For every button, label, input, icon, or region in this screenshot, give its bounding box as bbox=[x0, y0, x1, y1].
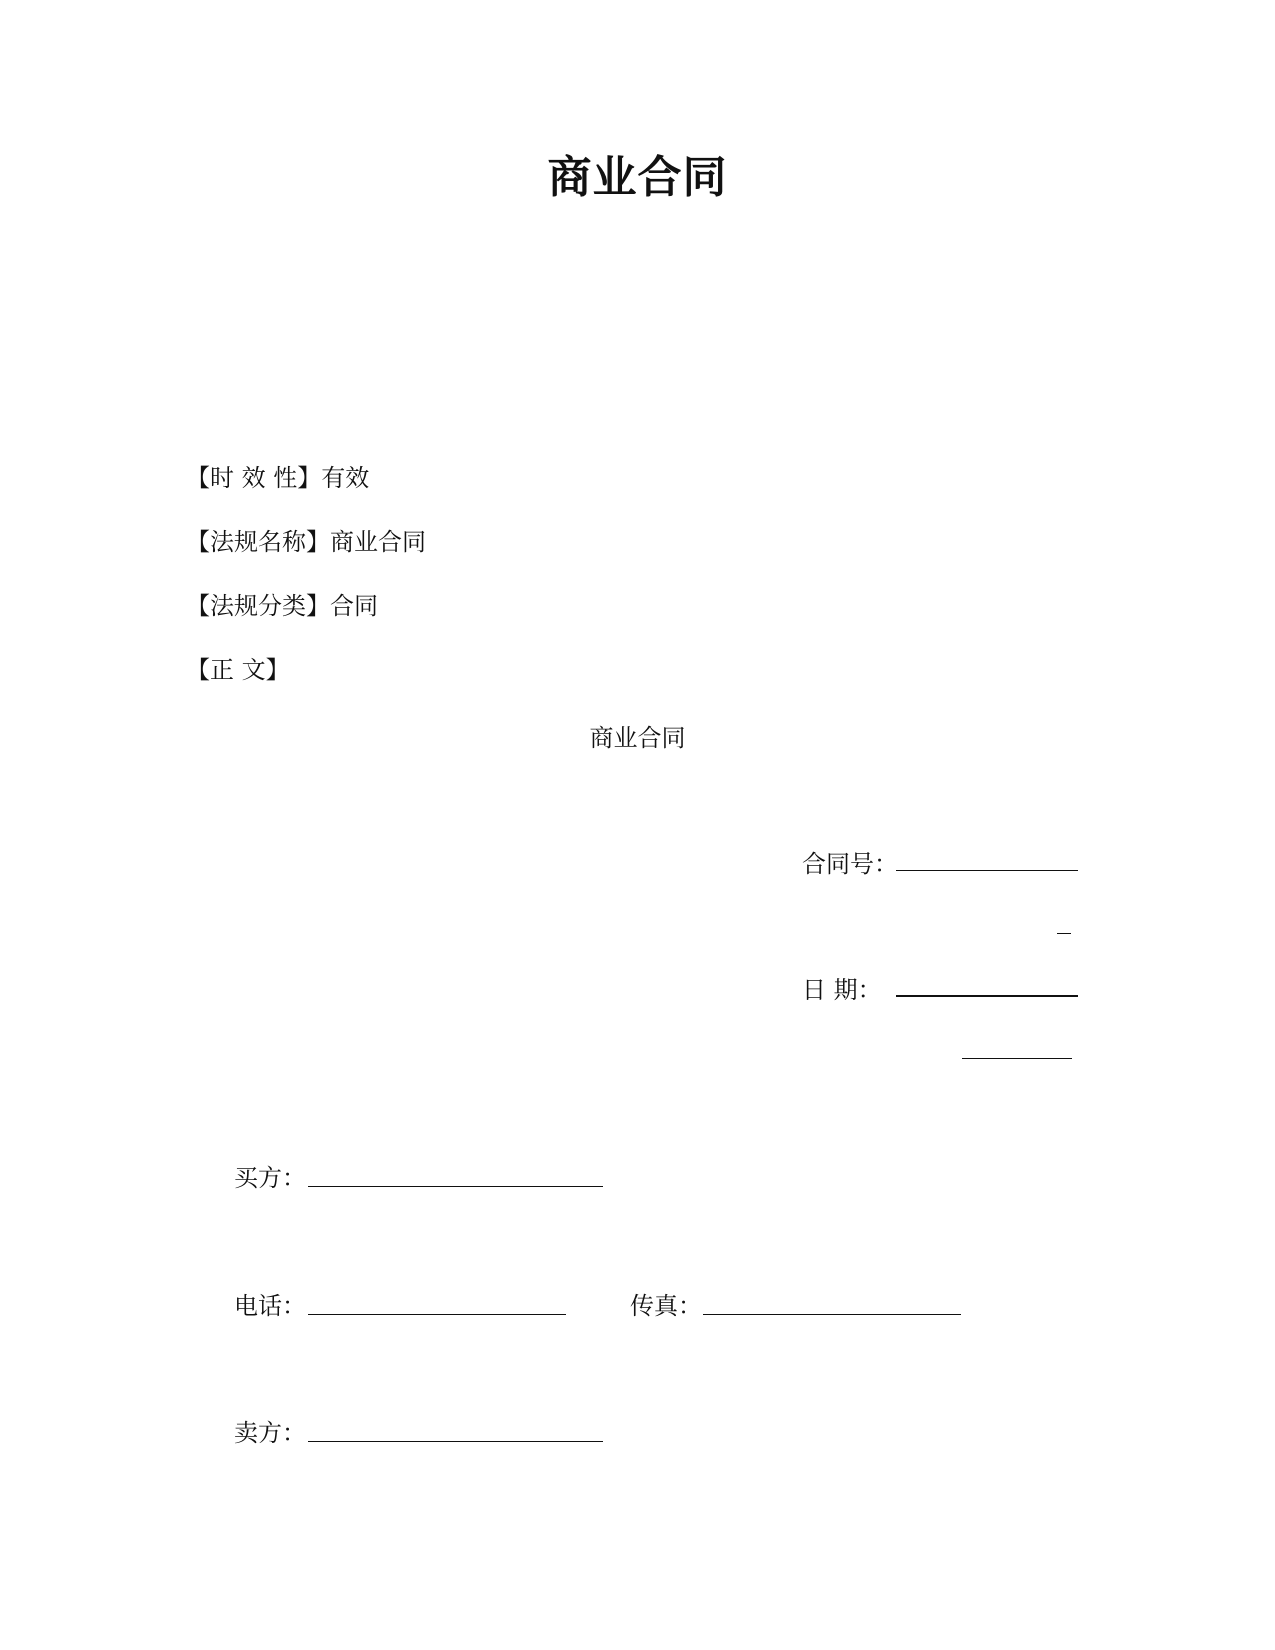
phone-label: 电话： bbox=[234, 1292, 306, 1320]
buyer-blank bbox=[308, 1186, 603, 1187]
body-title: 商业合同 bbox=[589, 724, 686, 752]
blank-dash-mark bbox=[1057, 933, 1071, 934]
meta-validity bbox=[186, 462, 369, 494]
meta-regulation-name bbox=[186, 526, 426, 558]
seller-blank bbox=[308, 1441, 603, 1442]
seller-label: 卖方： bbox=[234, 1419, 306, 1447]
meta-body-label: 【正 文】 bbox=[186, 656, 290, 684]
meta-validity-label: 【时 效 性】 bbox=[186, 464, 322, 492]
phone-blank bbox=[308, 1314, 566, 1315]
meta-regulation-name-value: 商业合同 bbox=[330, 528, 426, 556]
date-label: 日 期： bbox=[802, 976, 882, 1004]
date-blank bbox=[896, 995, 1078, 997]
buyer-label: 买方： bbox=[234, 1164, 306, 1192]
contract-number-label: 合同号： bbox=[802, 850, 898, 878]
contract-number-blank bbox=[896, 870, 1078, 871]
meta-category bbox=[186, 590, 378, 622]
fax-label: 传真： bbox=[630, 1292, 702, 1320]
meta-validity-value: 有效 bbox=[321, 464, 370, 492]
meta-category-label: 【法规分类】 bbox=[186, 592, 330, 620]
fax-blank bbox=[703, 1314, 961, 1315]
meta-category-value: 合同 bbox=[330, 592, 378, 620]
date-extra-blank bbox=[962, 1058, 1072, 1059]
meta-regulation-name-label: 【法规名称】 bbox=[186, 528, 330, 556]
document-title: 商业合同 bbox=[547, 152, 728, 203]
